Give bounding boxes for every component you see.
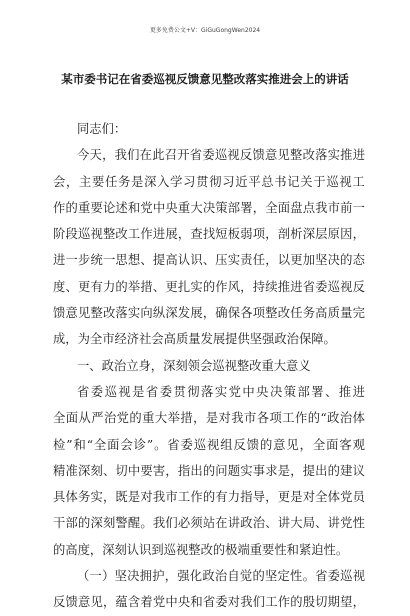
paragraph-line: 反 馈 意 见 ， 蕴 含 着 党 中 央 和 省 委 对 我 们 工 作 的 殷 切 期 望 ，: [53, 595, 365, 610]
paragraph-line: 馈 意 见 整 改 落 实 向 纵 深 发 展 ， 确 保 各 项 整 改 任 务 高 质 量 完: [53, 306, 365, 321]
header-note: 更多免费公文+V：GiGuGongWen2024: [149, 27, 261, 34]
paragraph-line: 精 准 深 刻 、 切 中 要 害 ， 指 出 的 问 题 实 事 求 是 ， 提 出 的 建 议: [53, 463, 365, 478]
paragraph-line: 省 委 巡 视 是 省 委 贯 彻 落 实 党 中 央 决 策 部 署 、 推 进: [77, 384, 365, 399]
section-heading: 一、政治立身，深刻领会巡视整改重大意义: [77, 358, 311, 373]
paragraph-line: 具 体 务 实 ， 既 是 对 我 市 工 作 的 有 力 指 导 ， 更 是 对 全 体 党 员: [53, 490, 365, 505]
salutation-line: 同志们：: [77, 122, 127, 136]
paragraph-line: 检 ” 和 “ 全 面 会 诊 ” 。 省 委 巡 视 组 反 馈 的 意 见 ， 全 面 客 观: [53, 437, 365, 452]
paragraph-line: 度 、 更 有 力 的 举 措 、 更 扎 实 的 作 风 ， 持 续 推 进 省 委 巡 视 反: [53, 279, 365, 294]
paragraph-line: 成，为全市经济社会高质量发展提供坚强政治保障。: [53, 332, 336, 347]
subsection-line: （ 一 ） 坚 决 拥 护 ， 强 化 政 治 自 觉 的 坚 定 性 。 省 委 巡 视: [77, 569, 365, 584]
paragraph-line: 干 部 的 深 刻 警 醒 。 我 们 必 须 站 在 讲 政 治 、 讲 大 局 、 讲 党 性: [53, 516, 365, 531]
paragraph-line: 全 面 从 严 治 党 的 重 大 举 措 ， 是 对 我 市 各 项 工 作 的 “ 政 治 体: [53, 411, 365, 426]
document-title: 某市委书记在省委巡视反馈意见整改落实推进会上的讲话: [61, 72, 349, 86]
paragraph-line: 会 ， 主 要 任 务 是 深 入 学 习 贯 彻 习 近 平 总 书 记 关 于 巡 视 工: [53, 174, 365, 189]
paragraph-line: 进 一 步 统 一 思 想 、 提 高 认 识 、 压 实 责 任 ， 以 更 加 坚 决 的 态: [53, 253, 365, 268]
paragraph-line: 作 的 重 要 论 述 和 党 中 央 重 大 决 策 部 署 ， 全 面 盘 点 我 市 前 一: [53, 200, 365, 215]
paragraph-line: 的高度，深刻认识到巡视整改的极端重要性和紧迫性。: [53, 542, 349, 557]
document-body: [53, 116, 365, 616]
paragraph-line: 今 天 ， 我 们 在 此 召 开 省 委 巡 视 反 馈 意 见 整 改 落 实 推 进: [77, 148, 365, 163]
paragraph-line: 阶 段 巡 视 整 改 工 作 进 展 ， 查 找 短 板 弱 项 ， 剖 析 深 层 原 因 ，: [53, 227, 365, 242]
